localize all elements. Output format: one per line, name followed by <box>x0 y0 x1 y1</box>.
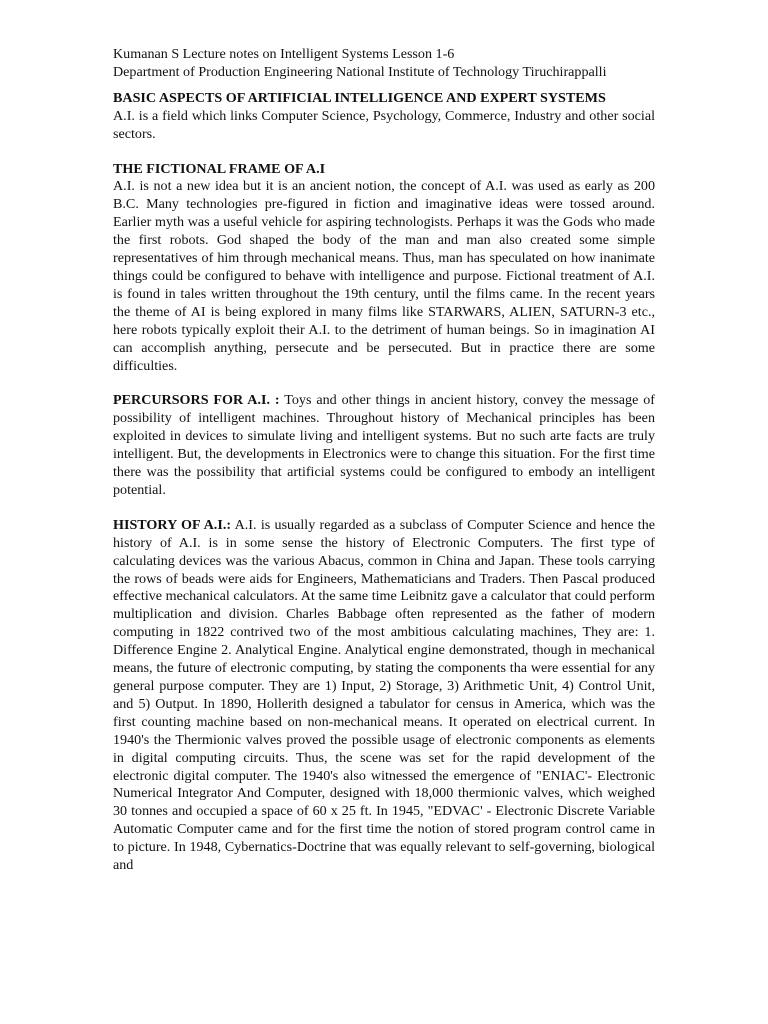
section-body-precursors: Toys and other things in ancient history, convey the message of possibility of intelligent machines. Throughout history of Mechanical principles has been exploited in devices to simulate living and intelligent systems. But no such arte facts are truly intelligent. But, the developments in Electronics were to change this situation. For the first time there was the possibility that artificial systems could be configured to embody an intelligent potential. <box>113 392 655 498</box>
section-precursors <box>113 392 655 499</box>
header-department-line: Department of Production Engineering National Institute of Technology Tiruchirappalli <box>113 63 607 80</box>
intro-paragraph: A.I. is a field which links Computer Science, Psychology, Commerce, Industry and other social sectors. <box>113 107 655 142</box>
section-body-history: A.I. is usually regarded as a subclass of Computer Science and hence the history of A.I. is in some sense the history of Electronic Computers. The first type of calculating devices was the various Abacus, common in China and Japan. These tools carrying the rows of beads were aids for Engineers, Mathematicians and Traders. Then Pascal produced effective mechanical calculators. At the same time Leibnitz gave a calculator that could perform multiplication and division. Charles Babbage often represented as the father of modern computing in 1822 contrived two of the most ambitious calculating machines, They are: 1. Difference Engine 2. Analytical Engine. Analytical engine demonstrated, though in mechanical means, the future of electronic computing, by stating the components tha were essential for any general purpose computer. They are 1) Input, 2) Storage, 3) Arithmetic Unit, 4) Control Unit, and 5) Output. In 1890, Hollerith designed a tabulator for census in America, which was the first counting machine based on non-mechanical means. It operated on electrical current. In 1940's the Thermionic valves proved the possible usage of electronic components as elements in digital computing circuits. Thus, the scene was set for the rapid development of the electronic digital computer. The 1940's also witnessed the emergence of "ENIAC'- Electronic Numerical Integrator And Computer, designed with 18,000 thermionic valves, which weighed 30 tonnes and occupied a space of 60 x 25 ft. In 1945, "EDVAC' - Electronic Discrete Variable Automatic Computer came and for the first time the notion of stored program control came in to picture. In 1948, Cybernatics-Doctrine that was equally relevant to self-governing, biological and <box>113 516 656 874</box>
section-body-fictional: A.I. is not a new idea but it is an ancient notion, the concept of A.I. was used as early as 200 B.C. Many technologies pre-figured in fiction and imaginative ideas were tossed around. Earlier myth was a useful vehicle for aspiring technologists. Perhaps it was the Gods who made the first robots. God shaped the body of the man and man also created some simple representatives of him through mechanical means. Thus, man has speculated on how inanimate things could be configured to behave with intelligence and purpose. Fictional treatment of A.I. is found in tales written throughout the 19th century, until the films came. In the recent years the theme of AI is being explored in many films like STARWARS, ALIEN, SATURN-3 etc., here robots typically exploit their A.I. to the detriment of human beings. So in imagination AI can accomplish anything, persecute and be persecuted. But in practice there are some difficulties. <box>113 178 655 374</box>
section-heading-history: HISTORY OF A.I.: <box>113 516 232 533</box>
document-page <box>113 46 655 875</box>
section-paragraph-precursors <box>113 392 655 499</box>
document-title: BASIC ASPECTS OF ARTIFICIAL INTELLIGENCE AND EXPERT SYSTEMS <box>113 89 606 106</box>
header-course-line: Kumanan S Lecture notes on Intelligent Systems Lesson 1-6 <box>113 46 455 62</box>
section-history <box>113 517 655 875</box>
section-paragraph-history <box>113 517 655 875</box>
section-heading-fictional: THE FICTIONAL FRAME OF A.I <box>113 160 326 177</box>
section-heading-precursors: PERCURSORS FOR A.I. : <box>113 392 280 409</box>
section-fictional-frame <box>113 161 655 376</box>
